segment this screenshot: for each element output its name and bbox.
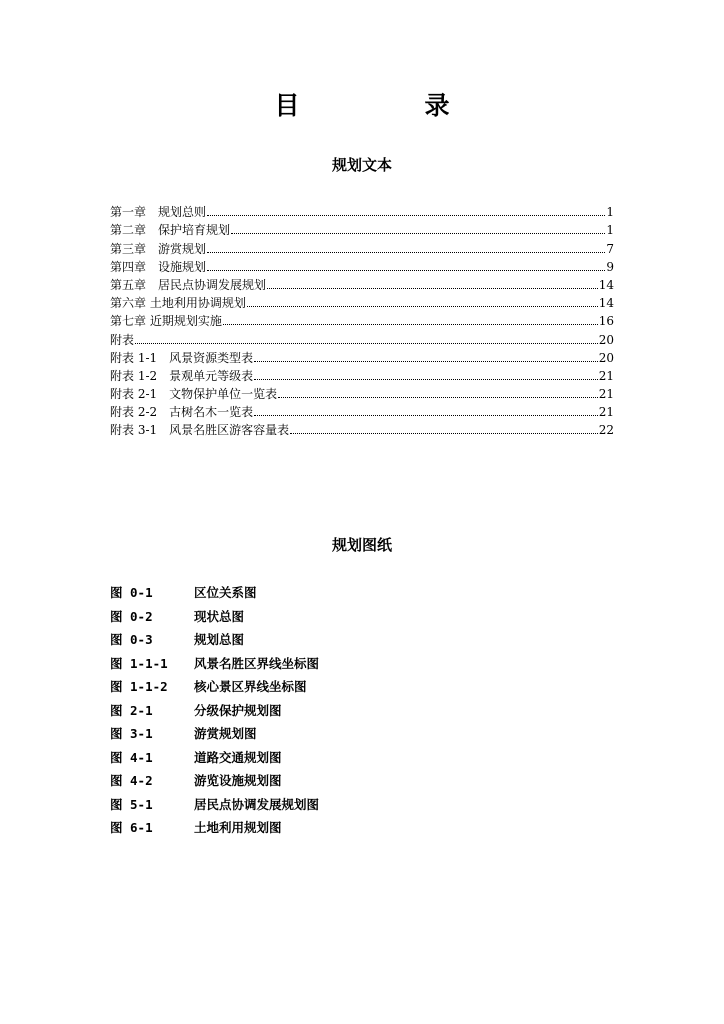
map-code: 图 4-1: [110, 749, 153, 765]
map-code: 图 0-2: [110, 608, 153, 624]
map-item[interactable]: [110, 795, 530, 819]
toc-entry[interactable]: [110, 257, 614, 275]
toc-entry-label: 附表 1-1 风景资源类型表: [110, 350, 254, 365]
dot-leader: [207, 215, 605, 216]
toc-entry-label: 第三章 游赏规划: [110, 241, 207, 256]
toc-entry-label: 附表 2-2 古树名木一览表: [110, 405, 254, 420]
toc-entry-label: 第六章 土地利用协调规划: [110, 296, 246, 311]
dot-leader: [247, 306, 598, 307]
map-item[interactable]: [110, 583, 530, 607]
toc-entry-page: 7: [606, 241, 614, 256]
map-name: 风景名胜区界线坐标图: [194, 655, 320, 671]
map-item[interactable]: [110, 654, 530, 678]
toc-entry-page: 16: [598, 314, 614, 329]
map-name: 区位关系图: [194, 585, 257, 600]
map-code: 图 0-1: [110, 585, 153, 600]
map-code: 图 4-2: [110, 773, 153, 788]
maps-section-title: 规划图纸: [331, 536, 392, 554]
map-name: 居民点协调发展规划图: [194, 796, 320, 812]
toc-entry[interactable]: [110, 402, 614, 420]
map-item[interactable]: [110, 701, 530, 725]
toc-entry-page: 21: [598, 405, 614, 420]
map-item[interactable]: [110, 748, 530, 772]
toc-entry-label: 附表 1-2 景观单元等级表: [110, 368, 254, 383]
toc-entry-label: 第一章 规划总则: [110, 205, 207, 220]
toc-entry-label: 附表: [110, 332, 135, 347]
toc-entry-label: 第七章 近期规划实施: [110, 314, 222, 329]
toc-entry[interactable]: [110, 384, 614, 402]
map-code: 图 2-1: [110, 702, 153, 718]
toc-entry[interactable]: [110, 293, 614, 311]
toc-entry-label: 第五章 居民点协调发展规划: [110, 277, 267, 292]
page-title: 目 录: [274, 91, 500, 120]
map-name: 现状总图: [194, 608, 245, 624]
dot-leader: [231, 233, 605, 234]
toc-list: [110, 202, 614, 438]
map-name: 分级保护规划图: [194, 702, 282, 718]
map-code: 图 1-1-2: [110, 679, 168, 694]
map-name: 规划总图: [194, 632, 245, 647]
map-code: 图 5-1: [110, 796, 153, 812]
dot-leader: [207, 252, 605, 253]
dot-leader: [135, 343, 598, 344]
dot-leader: [290, 433, 598, 434]
toc-entry[interactable]: [110, 366, 614, 384]
map-code: 图 1-1-1: [110, 655, 168, 671]
map-code: 图 6-1: [110, 820, 153, 835]
toc-entry-page: 22: [598, 423, 614, 438]
dot-leader: [267, 288, 598, 289]
map-name: 游览设施规划图: [194, 773, 282, 788]
toc-entry-page: 14: [598, 296, 614, 311]
dot-leader: [223, 324, 598, 325]
map-item[interactable]: [110, 607, 530, 631]
toc-entry-page: 20: [598, 350, 614, 365]
toc-entry-label: 附表 3-1 风景名胜区游客容量表: [110, 423, 290, 438]
dot-leader: [254, 379, 598, 380]
map-name: 道路交通规划图: [194, 749, 282, 765]
toc-entry[interactable]: [110, 420, 614, 438]
map-code: 图 3-1: [110, 726, 153, 741]
map-name: 核心景区界线坐标图: [194, 679, 307, 694]
toc-entry[interactable]: [110, 220, 614, 238]
dot-leader: [254, 415, 598, 416]
map-item[interactable]: [110, 818, 530, 842]
text-section-title: 规划文本: [331, 156, 392, 174]
map-item[interactable]: [110, 771, 530, 795]
map-code: 图 0-3: [110, 632, 153, 647]
toc-entry[interactable]: [110, 238, 614, 256]
toc-entry[interactable]: [110, 348, 614, 366]
toc-entry-page: 14: [598, 277, 614, 292]
toc-entry-label: 第四章 设施规划: [110, 259, 207, 274]
map-list: [110, 583, 530, 842]
dot-leader: [278, 397, 598, 398]
toc-entry-page: 9: [606, 259, 614, 274]
toc-entry[interactable]: [110, 311, 614, 329]
toc-entry-page: 21: [598, 387, 614, 402]
toc-entry-page: 21: [598, 368, 614, 383]
dot-leader: [254, 361, 598, 362]
map-name: 土地利用规划图: [194, 820, 282, 835]
toc-entry-label: 第二章 保护培育规划: [110, 223, 231, 238]
toc-entry-page: 1: [606, 223, 614, 238]
map-name: 游赏规划图: [194, 726, 257, 741]
map-item[interactable]: [110, 677, 530, 701]
map-item[interactable]: [110, 630, 530, 654]
toc-entry-label: 附表 2-1 文物保护单位一览表: [110, 387, 278, 402]
toc-entry[interactable]: [110, 329, 614, 347]
toc-entry-page: 1: [606, 205, 614, 220]
map-item[interactable]: [110, 724, 530, 748]
toc-entry[interactable]: [110, 275, 614, 293]
toc-entry[interactable]: [110, 202, 614, 220]
dot-leader: [207, 270, 605, 271]
toc-entry-page: 20: [598, 332, 614, 347]
